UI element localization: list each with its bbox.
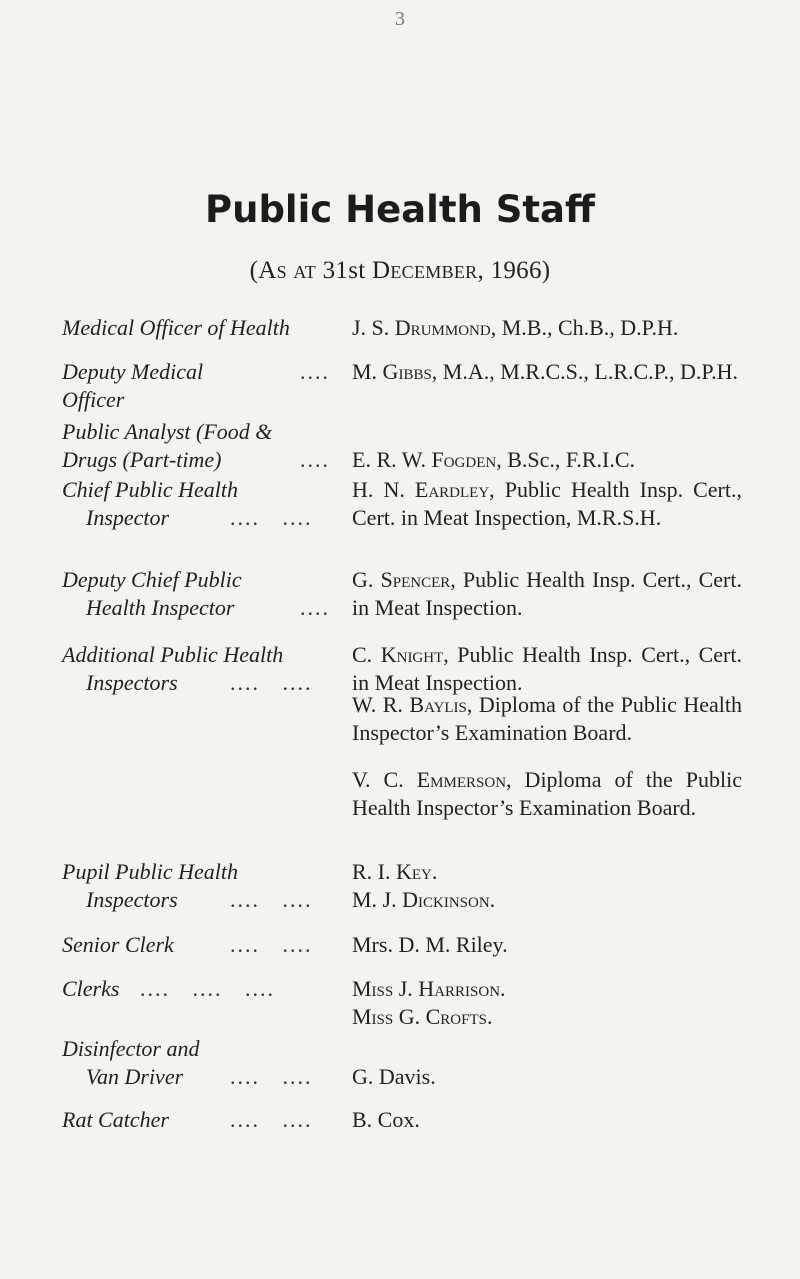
value-pupil bbox=[352, 858, 742, 914]
leader-chief bbox=[230, 504, 340, 532]
leader-pupil-a: .... bbox=[230, 887, 260, 912]
label-chief-line2: Inspector bbox=[86, 505, 170, 530]
subtitle-prefix: (As at bbox=[249, 257, 323, 284]
leader-chief-a: .... bbox=[230, 505, 260, 530]
leader-disinfector-b: .... bbox=[282, 1064, 313, 1089]
value-additional-emmerson bbox=[352, 766, 742, 822]
name-moh: J. S. Drummond, bbox=[352, 315, 497, 340]
name-riley: Mrs. D. M. Riley. bbox=[352, 932, 508, 957]
label-disinfector-line2: Van Driver bbox=[86, 1064, 184, 1089]
label-dmo: Deputy Medical Officer bbox=[62, 359, 204, 412]
name-chief: H. N. Eardley, bbox=[352, 477, 495, 502]
quals-emmerson: Diploma of the Public Health Inspector’s Examination Board. bbox=[352, 767, 743, 820]
leader-pupil bbox=[230, 886, 340, 914]
name-analyst: E. R. W. Fogden, bbox=[352, 447, 502, 472]
leader-senior-clerk-a: .... bbox=[230, 932, 260, 957]
label-rat-catcher: Rat Catcher bbox=[62, 1107, 169, 1132]
value-deputy-chief bbox=[352, 566, 742, 622]
leader-chief-b: .... bbox=[282, 505, 313, 530]
quals-moh: M.B., Ch.B., D.P.H. bbox=[496, 315, 679, 340]
name-baylis: W. R. Baylis, bbox=[352, 692, 473, 717]
quals-baylis: Diploma of the Public Health Inspector’s Examination Board. bbox=[352, 692, 742, 745]
leader-additional-b: .... bbox=[282, 670, 313, 695]
label-analyst-line1: Public Analyst (Food & bbox=[62, 419, 273, 444]
name-knight: C. Knight, bbox=[352, 642, 449, 667]
leader-clerks-c: .... bbox=[245, 976, 275, 1001]
value-chief bbox=[352, 476, 742, 532]
quals-analyst: B.Sc., F.R.I.C. bbox=[501, 447, 636, 472]
leader-disinfector-a: .... bbox=[230, 1064, 260, 1089]
name-cox: B. Cox. bbox=[352, 1107, 420, 1132]
leader-senior-clerk bbox=[230, 931, 340, 959]
quals-chief: Public Health Insp. Cert., Cert. in Meat Inspection, M.R.S.H. bbox=[352, 477, 742, 530]
page-number: 3 bbox=[395, 8, 405, 30]
name-emmerson: V. C. Emmerson, bbox=[352, 767, 512, 792]
leader-clerks-b: .... bbox=[192, 976, 223, 1001]
value-additional-baylis bbox=[352, 691, 742, 747]
leader-deputy-chief: .... bbox=[300, 595, 330, 620]
leader-clerks-a: .... bbox=[140, 976, 170, 1001]
label-deputy-chief-line1: Deputy Chief Public bbox=[62, 567, 242, 592]
leader-rat-catcher bbox=[230, 1106, 340, 1134]
page-title: Public Health Staff bbox=[204, 188, 596, 231]
name-dmo: M. Gibbs, bbox=[352, 359, 438, 384]
label-deputy-chief-line2: Health Inspector bbox=[86, 595, 235, 620]
leader-pupil-b: .... bbox=[282, 887, 313, 912]
value-additional-knight bbox=[352, 641, 742, 697]
name-key: R. I. Key. bbox=[352, 859, 438, 884]
label-senior-clerk: Senior Clerk bbox=[62, 932, 174, 957]
quals-deputy-chief: Public Health Insp. Cert., Cert. in Meat Inspection. bbox=[352, 567, 742, 620]
subtitle-rest: December, 1966) bbox=[365, 257, 551, 284]
value-clerks bbox=[352, 975, 742, 1031]
name-deputy-chief: G. Spencer, bbox=[352, 567, 456, 592]
leader-additional-a: .... bbox=[230, 670, 260, 695]
name-crofts: Miss G. Crofts. bbox=[352, 1004, 493, 1029]
label-pupil-line1: Pupil Public Health bbox=[62, 859, 238, 884]
name-dickinson: M. J. Dickinson. bbox=[352, 887, 496, 912]
name-davis: G. Davis. bbox=[352, 1064, 436, 1089]
label-moh: Medical Officer of Health bbox=[62, 315, 290, 340]
label-additional-line1: Additional Public Health bbox=[62, 642, 284, 667]
value-analyst bbox=[352, 446, 742, 474]
subtitle-ordinal: 31st bbox=[322, 257, 366, 284]
leader-senior-clerk-b: .... bbox=[282, 932, 313, 957]
leader-disinfector bbox=[230, 1063, 340, 1091]
leader-rat-catcher-b: .... bbox=[282, 1107, 313, 1132]
name-harrison: Miss J. Harrison. bbox=[352, 976, 506, 1001]
quals-knight: Public Health Insp. Cert., Cert. in Meat Inspection. bbox=[352, 642, 742, 695]
label-clerks: Clerks bbox=[62, 976, 120, 1001]
label-chief-line1: Chief Public Health bbox=[62, 477, 238, 502]
label-pupil-line2: Inspectors bbox=[86, 887, 178, 912]
leader-dmo: .... bbox=[300, 359, 330, 384]
leader-clerks bbox=[140, 975, 340, 1003]
leader-rat-catcher-a: .... bbox=[230, 1107, 260, 1132]
value-dmo bbox=[352, 358, 742, 386]
label-additional-line2: Inspectors bbox=[86, 670, 178, 695]
label-analyst-line2: Drugs (Part-time) bbox=[62, 447, 222, 472]
leader-analyst: .... bbox=[300, 447, 330, 472]
page-subtitle bbox=[0, 257, 800, 285]
value-moh bbox=[352, 314, 742, 342]
leader-additional bbox=[230, 669, 340, 697]
label-disinfector-line1: Disinfector and bbox=[62, 1036, 200, 1061]
quals-dmo: M.A., M.R.C.S., L.R.C.P., D.P.H. bbox=[437, 359, 739, 384]
